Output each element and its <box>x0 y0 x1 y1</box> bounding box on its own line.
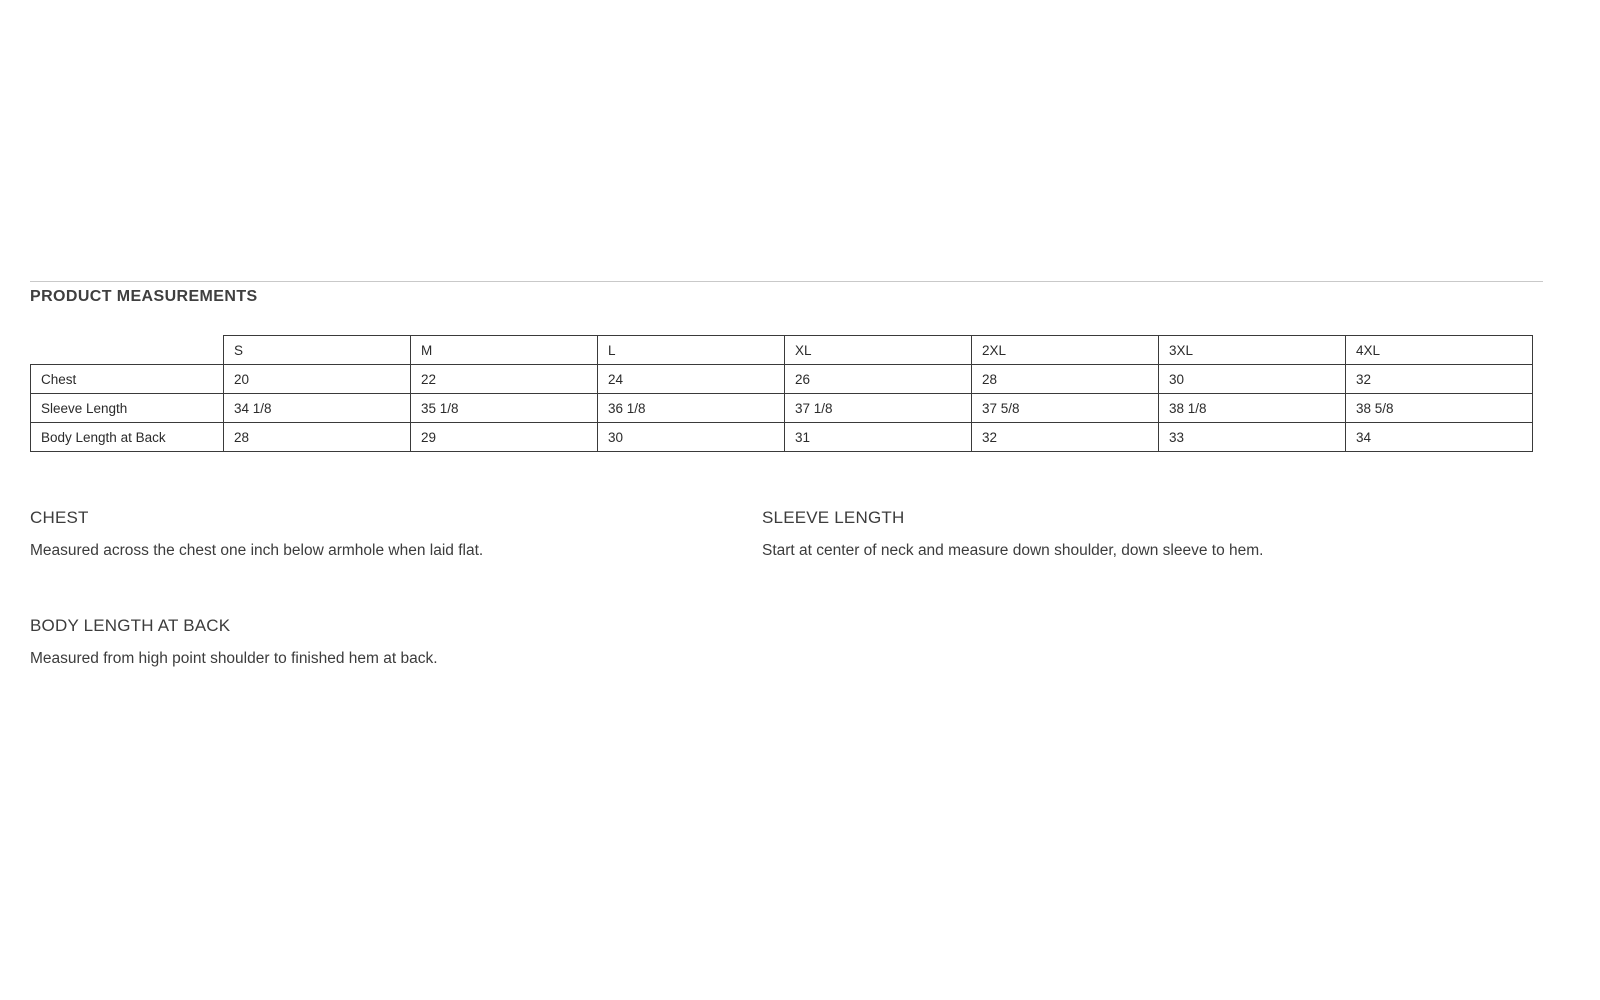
cell-chest-3xl: 30 <box>1159 365 1346 394</box>
description-title-chest: CHEST <box>30 508 89 527</box>
column-header-4xl: 4XL <box>1346 336 1533 365</box>
cell-chest-l: 24 <box>598 365 785 394</box>
column-header-xl: XL <box>785 336 972 365</box>
cell-sleeve-4xl: 38 5/8 <box>1346 394 1533 423</box>
row-label-body-length-at-back: Body Length at Back <box>31 423 224 452</box>
cell-body-3xl: 33 <box>1159 423 1346 452</box>
cell-chest-s: 20 <box>224 365 411 394</box>
cell-chest-m: 22 <box>411 365 598 394</box>
table-header-row <box>31 336 1533 365</box>
cell-body-s: 28 <box>224 423 411 452</box>
row-label-sleeve-length: Sleeve Length <box>31 394 224 423</box>
table-row <box>31 423 1533 452</box>
description-text-sleeve-length: Start at center of neck and measure down shoulder, down sleeve to hem. <box>762 542 1264 559</box>
column-header-3xl: 3XL <box>1159 336 1346 365</box>
cell-body-l: 30 <box>598 423 785 452</box>
description-text-chest: Measured across the chest one inch below armhole when laid flat. <box>30 542 484 559</box>
table-row <box>31 365 1533 394</box>
cell-chest-4xl: 32 <box>1346 365 1533 394</box>
cell-sleeve-s: 34 1/8 <box>224 394 411 423</box>
description-text-body-length-at-back: Measured from high point shoulder to finished hem at back. <box>30 650 438 667</box>
column-header-s: S <box>224 336 411 365</box>
measurements-table <box>30 335 1533 452</box>
cell-chest-2xl: 28 <box>972 365 1159 394</box>
page-title: PRODUCT MEASUREMENTS <box>30 288 258 305</box>
description-title-sleeve-length: SLEEVE LENGTH <box>762 508 905 527</box>
cell-body-m: 29 <box>411 423 598 452</box>
cell-sleeve-m: 35 1/8 <box>411 394 598 423</box>
cell-body-2xl: 32 <box>972 423 1159 452</box>
cell-chest-xl: 26 <box>785 365 972 394</box>
cell-body-xl: 31 <box>785 423 972 452</box>
cell-body-4xl: 34 <box>1346 423 1533 452</box>
cell-sleeve-3xl: 38 1/8 <box>1159 394 1346 423</box>
column-header-l: L <box>598 336 785 365</box>
cell-sleeve-xl: 37 1/8 <box>785 394 972 423</box>
cell-sleeve-2xl: 37 5/8 <box>972 394 1159 423</box>
description-chest <box>30 508 483 561</box>
table-corner-cell <box>31 336 224 365</box>
description-title-body-length-at-back: BODY LENGTH AT BACK <box>30 616 231 635</box>
cell-sleeve-l: 36 1/8 <box>598 394 785 423</box>
column-header-2xl: 2XL <box>972 336 1159 365</box>
row-label-chest: Chest <box>31 365 224 394</box>
description-sleeve-length <box>762 508 1263 561</box>
description-body-length-at-back <box>30 616 438 669</box>
column-header-m: M <box>411 336 598 365</box>
table-row <box>31 394 1533 423</box>
section-divider <box>30 281 1543 282</box>
